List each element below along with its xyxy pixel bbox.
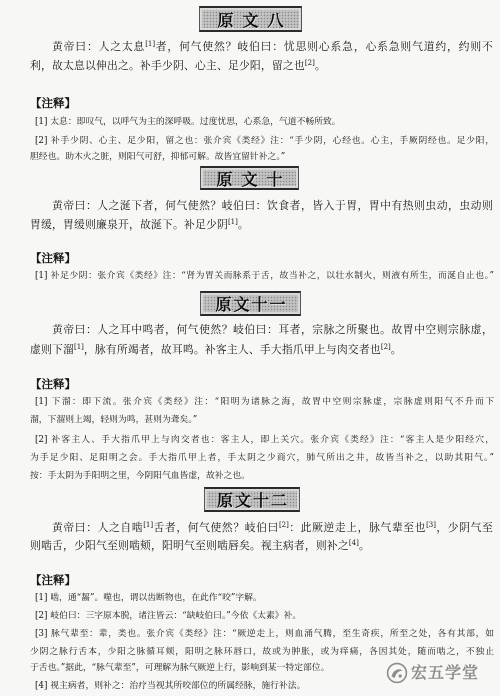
note-line: [1] 下溜：即下流。张介宾《类经》注：“阳明为诸脉之海，故胃中空则宗脉虚，宗脉虚则阳气不升而下 (35, 397, 494, 407)
note-line: [2] 岐伯曰：三字原本脱，诸注皆云：“缺岐伯曰。”今依《太素》补。 (35, 611, 302, 621)
footnote-marker: [1] (143, 521, 154, 529)
text-segment: ，脉有所竭者，故耳鸣。补客主人、手大指爪甲上与肉交者也 (83, 343, 381, 356)
note-line: 溜，下溜则上竭，轻则为鸣，甚则为聋矣。” (30, 415, 198, 425)
text-segment: 。 (358, 539, 370, 552)
text-segment: 者，何气使然？岐伯曰：忧思则心系急，心系急则气道约，约则不 (155, 40, 493, 53)
note-line: 为手足少阳、足阳明之会。手大指爪甲上者，手太阴之少商穴，肺气所出之井，故皆当补之，以助其阳气。” (30, 453, 494, 463)
footnote-marker: [2] (380, 343, 391, 351)
note-line: [1] 啮，通“齧”。噬也，谓以齿断物也，在此作“咬”字解。 (35, 593, 262, 603)
text-segment: 则啮舌，少阳气至则啮颊，阳明气至则啮唇矣。视主病者，则补之 (30, 539, 349, 552)
watermark-text: 宏五学堂 (411, 663, 480, 682)
original-text-line (30, 520, 493, 536)
section-heading (200, 166, 299, 190)
text-segment: ：此厥逆走上，脉气辈至也 (288, 521, 427, 534)
text-segment: 舌者，何气使然？岐伯曰 (153, 521, 279, 534)
footnote-marker: [3] (426, 521, 436, 529)
note-line: 胆经也。助木火之脏，则阳气可舒，抑郁可解。故皆宜留针补之。” (30, 152, 286, 162)
section-heading-text: 原文十 (216, 169, 292, 189)
text-segment: ，少阴气至 (436, 521, 493, 534)
section-heading (199, 6, 302, 32)
original-text-line (30, 217, 493, 233)
footnote-marker: [1] (227, 218, 238, 226)
text-segment: 。 (237, 218, 249, 231)
section-heading-text: 原文八 (217, 10, 293, 30)
note-line: 少阴之脉行舌本，少阳之脉循耳颊，阳明之脉环唇口，故或为肿胀，或为痒痛，各因其处，随而啮之，不独止 (30, 647, 494, 657)
original-text-line (30, 198, 493, 214)
text-segment: 胃缓，胃缓则廉泉开，故涎下。补足少阴 (30, 218, 228, 231)
section-heading (200, 291, 301, 316)
note-line: 按：手太阴为手阳明之里，今阴阳气血皆虚，故补之也。 (30, 471, 250, 481)
note-line: [3] 脉气辈至：辈，类也。张介宾《类经》注：“厥逆走上，则血涌气腾，至生奇疾，所至之处，各有其部，如 (35, 629, 494, 639)
note-line: [2] 补客主人、手大指爪甲上与肉交者也：客主人，即上关穴。张介宾《类经》注：“客主人是少阳经穴， (35, 435, 494, 445)
footnote-marker: [1] (145, 40, 156, 48)
text-segment: 虚则下溜 (30, 343, 74, 356)
original-text-line (30, 342, 493, 358)
text-segment: 黄帝曰：人之涎下者，何气使然？岐伯曰：饮食者，皆入于胃，胃中有热则虫动，虫动则 (52, 199, 493, 212)
footnote-marker: [1] (74, 343, 84, 351)
note-line: [1] 补足少阴：张介宾《类经》注：“肾为胃关而脉系于舌，故当补之，以壮水制火，则液有所生，而涎自止也。” (35, 271, 494, 281)
original-text-line (30, 322, 493, 338)
note-line: [2] 补手少阴、心主、足少阳，留之也：张介宾《类经》注：“手少阴，心经也。心主，手厥阴经也。足少阳， (35, 136, 494, 146)
text-segment: 黄帝曰：人之太息 (52, 40, 146, 53)
original-text-line (30, 58, 493, 74)
text-segment: 。 (390, 343, 402, 356)
notes-heading: 【注释】 (30, 251, 76, 265)
watermark (386, 661, 479, 685)
original-text-line (30, 538, 493, 554)
note-line: [4] 视主病者，则补之：治疗当视其所咬部位的所属经脉，施行补法。 (35, 681, 306, 691)
note-line: 于舌也。”据此，“脉气辈至”，可理解为脉气厥逆上行，影响到某一特定部位。 (30, 663, 330, 673)
note-line: [1] 太息：即叹气，以呼气为主的深呼吸。过度忧思，心系急，气道不畅所致。 (35, 117, 341, 127)
text-segment: 利，故太息以伸出之。补手少阴、心主、足少阳，留之也 (30, 59, 305, 72)
footnote-marker: [2] (304, 59, 315, 67)
footnote-marker: [2] (278, 521, 289, 529)
section-heading (204, 487, 300, 512)
notes-heading: 【注释】 (30, 573, 76, 587)
footnote-marker: [4] (348, 539, 359, 547)
notes-heading: 【注释】 (30, 377, 76, 391)
section-heading-text: 原文十二 (216, 491, 289, 510)
text-segment: 。 (314, 59, 326, 72)
circle-logo-icon (386, 662, 408, 684)
text-segment: 黄帝曰：人之耳中鸣者，何气使然？岐伯曰：耳者，宗脉之所聚也。故胃中空则宗脉虚， (52, 323, 493, 336)
section-heading-text: 原文十一 (215, 295, 288, 314)
notes-heading: 【注释】 (30, 96, 76, 110)
original-text-line (30, 39, 493, 55)
text-segment: 黄帝曰：人之自啮 (52, 521, 144, 534)
